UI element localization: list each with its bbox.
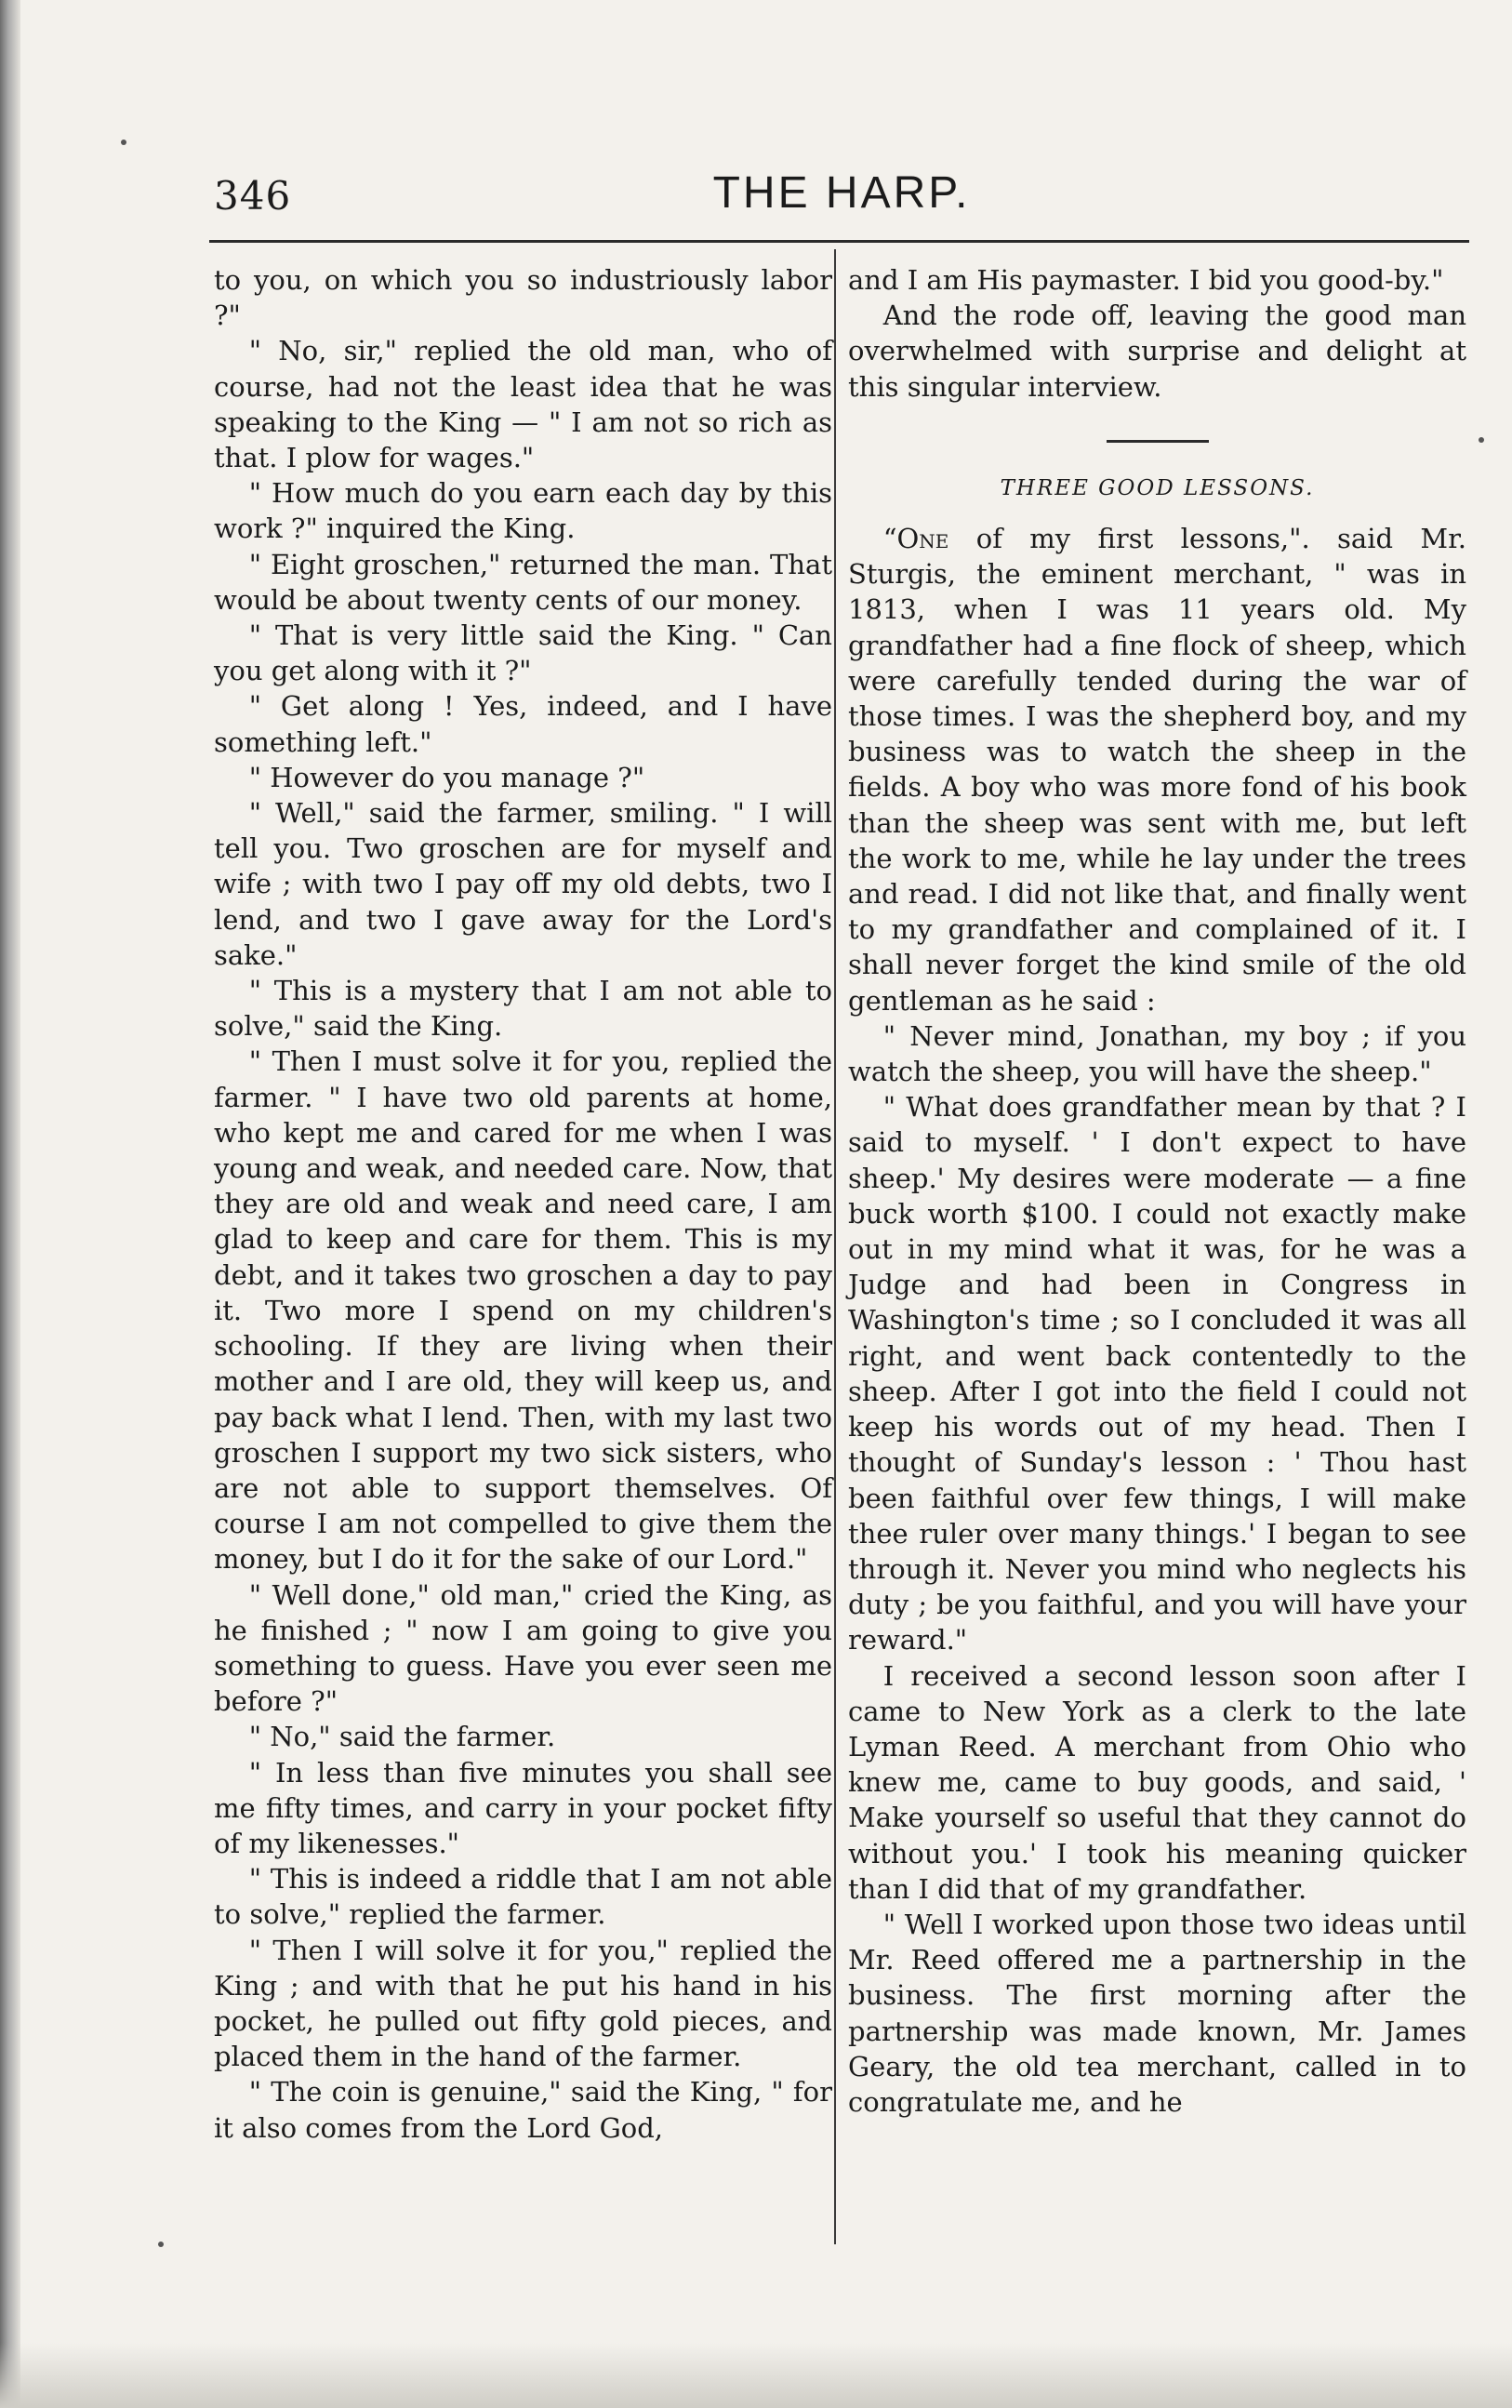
section-heading: THREE GOOD LESSONS. (1000, 475, 1315, 500)
paragraph: " Well done," old man," cried the King, as he finished ; " now I am going to give you something to guess. Have you ever seen me before ?" (214, 1578, 832, 1718)
paragraph: " Well," said the farmer, smiling. " I will tell you. Two groschen are for myself and wife ; with two I pay off my old debts, two I lend, and two I gave away for the Lord's sake." (214, 797, 832, 971)
paragraph: " However do you manage ?" (248, 761, 645, 793)
paragraph: " How much do you earn each day by this work ?" inquired the King. (214, 477, 832, 545)
paragraph: " This is indeed a riddle that I am not able to solve," replied the farmer. (214, 1863, 832, 1931)
paragraph: " Never mind, Jonathan, my boy ; if you watch the sheep, you will have the sheep." (848, 1019, 1466, 1088)
section-separator-rule (1107, 440, 1209, 443)
header-rule (209, 240, 1469, 243)
paragraph: " That is very little said the King. " Can you get along with it ?" (214, 619, 832, 687)
paragraph: " Then I must solve it for you, replied the farmer. " I have two old parents at home, who kept me and cared for me when I was young and weak, and needed care. Now, that they are old and weak and need care, I am glad to keep and care for them. This is my debt, and it takes two groschen a day to pay it. Two more I spend on my children's schooling. If they are living when their mother and I are old, they will keep us, and pay back what I lend. Then, with my last two groschen I support my two sick sisters, who are not able to support themselves. Of course I am not compelled to give them the money, but I do it for the sake of our Lord." (214, 1045, 832, 1576)
paragraph: “One of my first lessons,". said Mr. Sturgis, the eminent merchant, " was in 1813, when I was 11 years old. My grandfather had a fine flock of sheep, which were carefully tended during the war of those times. I was the shepherd boy, and my business was to watch the sheep in the fields. A boy who was more fond of his book than the sheep was sent with me, but left the work to me, while he lay under the trees and read. I did not like that, and finally went to my grandfather and complained of it. I shall never forget the kind smile of the old gentleman as he said : (848, 523, 1466, 1017)
paragraph: I received a second lesson soon after I came to New York as a clerk to the late Lyman Reed. A merchant from Ohio who knew me, came to buy goods, and said, ' Make yourself so useful that they cannot do without you.' I took his meaning quicker than I did that of my grandfather. (848, 1659, 1466, 1905)
paragraph: " Eight groschen," returned the man. That would be about twenty cents of our money. (214, 548, 832, 616)
paragraph: and I am His paymaster. I bid you good-by." (848, 264, 1444, 296)
paragraph: " Then I will solve it for you," replied the King ; and with that he put his hand in his pocket, he pulled out fifty gold pieces, and placed them in the hand of the farmer. (214, 1934, 832, 2073)
scan-edge-bottom (0, 2343, 1512, 2408)
right-column (848, 262, 1466, 2120)
paragraph: " Get along ! Yes, indeed, and I have something left." (214, 690, 832, 758)
page-number: 346 (214, 173, 292, 219)
paragraph: " What does grandfather mean by that ? I said to myself. ' I don't expect to have sheep.' My desires were moderate — a fine buck worth $100. I could not exactly make out in my mind what it was, for he was a Judge and had been in Congress in Washington's time ; so I concluded it was all right, and went back contentedly to the sheep. After I got into the field I could not keep his words out of my head. Then I thought of Sunday's lesson : ' Thou hast been faithful over few things, I will make thee ruler over many things.' I began to see through it. Never you mind who neglects his duty ; be you faithful, and you will have your reward." (848, 1091, 1466, 1656)
paragraph-text: of my first lessons,". said Mr. Sturgis, the eminent merchant, " was in 1813, when I was 11 years old. My grandfather had a fine flock of sheep, which were carefully tended during the war of those times. I was the shepherd boy, and my business was to watch the sheep in the fields. A boy who was more fond of his book than the sheep was sent with me, but left the work to me, while he lay under the trees and read. I did not like that, and finally went to my grandfather and complained of it. I shall never forget the kind smile of the old gentleman as he said : (848, 523, 1466, 1017)
print-speck (121, 140, 126, 145)
scan-edge-left (0, 0, 20, 2408)
print-speck (1479, 437, 1484, 443)
paragraph: " Well I worked upon those two ideas until Mr. Reed offered me a partnership in the business. The first morning after the partnership was made known, Mr. James Geary, the old tea merchant, called in to congratulate me, and he (848, 1908, 1466, 2118)
left-column (214, 262, 832, 2146)
paragraph: to you, on which you so industriously labor ?" (214, 264, 832, 332)
paragraph: " No, sir," replied the old man, who of course, had not the least idea that he was speaking to the King — " I am not so rich as that. I plow for wages." (214, 335, 832, 474)
column-divider (834, 249, 836, 2244)
running-title: THE HARP. (712, 168, 971, 218)
print-speck (158, 2242, 164, 2247)
paragraph: And the rode off, leaving the good man overwhelmed with surprise and delight at this singular interview. (848, 299, 1466, 403)
paragraph: " This is a mystery that I am not able to solve," said the King. (214, 975, 832, 1043)
paragraph: " No," said the farmer. (248, 1721, 556, 1753)
lead-word: One (896, 523, 949, 555)
paragraph: " In less than five minutes you shall see me fifty times, and carry in your pocket fifty of my likenesses." (214, 1756, 832, 1859)
paragraph: " The coin is genuine," said the King, " for it also comes from the Lord God, (214, 2076, 832, 2144)
page-header (214, 167, 1469, 223)
